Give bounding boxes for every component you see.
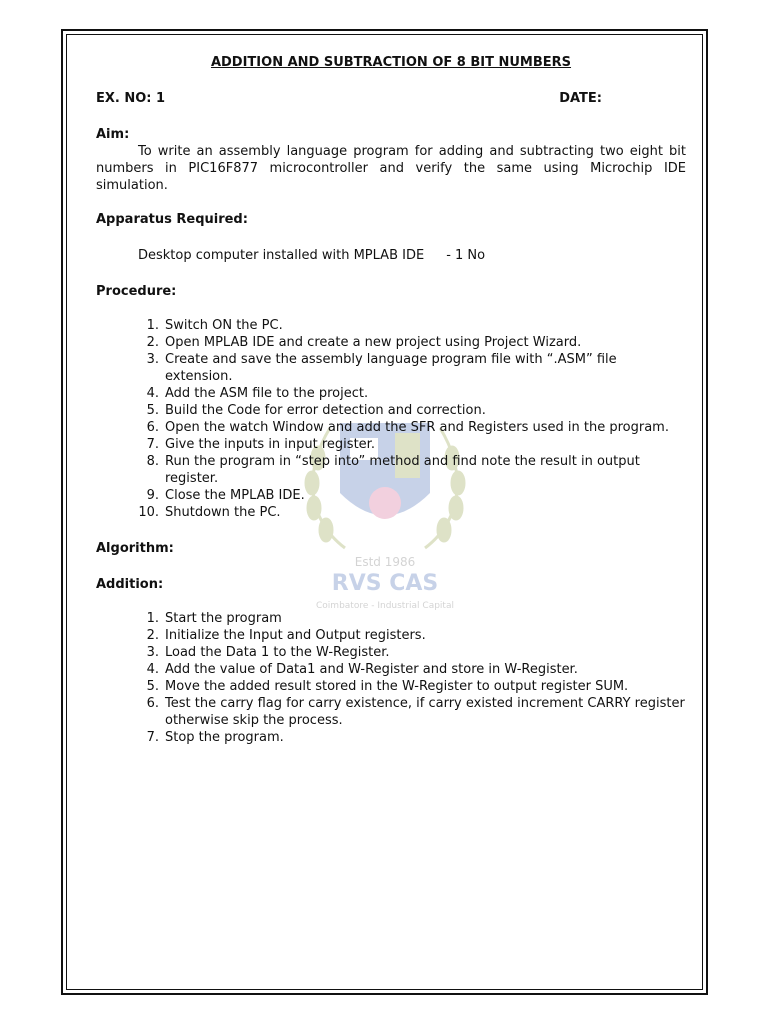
list-item bbox=[96, 385, 686, 402]
list-item-number: 1. bbox=[146, 611, 159, 626]
list-item-number: 5. bbox=[146, 403, 159, 418]
algorithm-heading: Algorithm: bbox=[96, 541, 174, 556]
list-item bbox=[96, 729, 686, 746]
list-item-text: Shutdown the PC. bbox=[165, 505, 281, 520]
list-item-number: 4. bbox=[146, 386, 159, 401]
aim-text: To write an assembly language program for adding and subtracting two eight bit numbers in PIC16F877 microcontroller and verify the same using Microchip IDE simulation. bbox=[96, 144, 686, 193]
addition-heading: Addition: bbox=[96, 577, 164, 592]
list-item bbox=[96, 317, 686, 334]
list-item-number: 9. bbox=[146, 488, 159, 503]
document-title: ADDITION AND SUBTRACTION OF 8 BIT NUMBERS bbox=[210, 55, 572, 70]
document-body bbox=[96, 54, 686, 746]
list-item-number: 2. bbox=[146, 335, 159, 350]
list-item bbox=[96, 334, 686, 351]
logo-name-text: RVS CAS bbox=[331, 571, 439, 596]
list-item-text: Load the Data 1 to the W-Register. bbox=[165, 645, 390, 660]
exercise-number: EX. NO: 1 bbox=[96, 91, 166, 106]
list-item-number: 6. bbox=[146, 696, 159, 711]
procedure-heading: Procedure: bbox=[96, 284, 177, 299]
list-item-number: 1. bbox=[146, 318, 159, 333]
logo-estd-text: Estd 1986 bbox=[354, 555, 416, 569]
exercise-header-row bbox=[96, 90, 686, 107]
list-item-text: Switch ON the PC. bbox=[165, 318, 283, 333]
list-item-text: Open MPLAB IDE and create a new project using Project Wizard. bbox=[165, 335, 582, 350]
list-item bbox=[96, 487, 686, 504]
list-item-text: Add the value of Data1 and W-Register and store in W-Register. bbox=[165, 662, 578, 677]
list-item bbox=[96, 402, 686, 419]
list-item-text: Build the Code for error detection and correction. bbox=[165, 403, 486, 418]
aim-heading: Aim: bbox=[96, 127, 130, 142]
list-item-text: Test the carry flag for carry existence, if carry existed increment CARRY register otherwise skip the process. bbox=[165, 696, 685, 728]
list-item-text: Start the program bbox=[165, 611, 282, 626]
list-item-number: 4. bbox=[146, 662, 159, 677]
list-item-number: 7. bbox=[146, 437, 159, 452]
procedure-list bbox=[96, 317, 686, 521]
list-item-number: 10. bbox=[138, 505, 159, 520]
list-item bbox=[96, 351, 686, 385]
list-item bbox=[96, 453, 686, 487]
date-label: DATE: bbox=[559, 91, 602, 106]
list-item-number: 3. bbox=[146, 352, 159, 367]
list-item-number: 6. bbox=[146, 420, 159, 435]
list-item bbox=[96, 504, 686, 521]
logo-tagline-text: Coimbatore - Industrial Capital bbox=[316, 601, 454, 611]
list-item-text: Close the MPLAB IDE. bbox=[165, 488, 305, 503]
list-item-number: 3. bbox=[146, 645, 159, 660]
list-item bbox=[96, 661, 686, 678]
list-item-text: Move the added result stored in the W-Register to output register SUM. bbox=[165, 679, 629, 694]
apparatus-item-row bbox=[96, 247, 686, 264]
list-item bbox=[96, 610, 686, 627]
list-item bbox=[96, 419, 686, 436]
list-item-text: Run the program in “step into” method and find note the result in output register. bbox=[165, 454, 640, 486]
list-item bbox=[96, 695, 686, 729]
list-item-text: Add the ASM file to the project. bbox=[165, 386, 369, 401]
apparatus-quantity: - 1 No bbox=[446, 248, 486, 263]
list-item-number: 8. bbox=[146, 454, 159, 469]
list-item-text: Create and save the assembly language program file with “.ASM” file extension. bbox=[165, 352, 617, 384]
list-item bbox=[96, 436, 686, 453]
list-item bbox=[96, 678, 686, 695]
list-item-text: Initialize the Input and Output registers. bbox=[165, 628, 426, 643]
list-item bbox=[96, 627, 686, 644]
list-item-number: 7. bbox=[146, 730, 159, 745]
list-item-text: Open the watch Window and add the SFR and Registers used in the program. bbox=[165, 420, 669, 435]
list-item-text: Give the inputs in input register. bbox=[165, 437, 375, 452]
list-item-text: Stop the program. bbox=[165, 730, 284, 745]
addition-list bbox=[96, 610, 686, 746]
apparatus-heading: Apparatus Required: bbox=[96, 212, 248, 227]
list-item bbox=[96, 644, 686, 661]
list-item-number: 2. bbox=[146, 628, 159, 643]
apparatus-item: Desktop computer installed with MPLAB IDE bbox=[138, 248, 425, 263]
list-item-number: 5. bbox=[146, 679, 159, 694]
